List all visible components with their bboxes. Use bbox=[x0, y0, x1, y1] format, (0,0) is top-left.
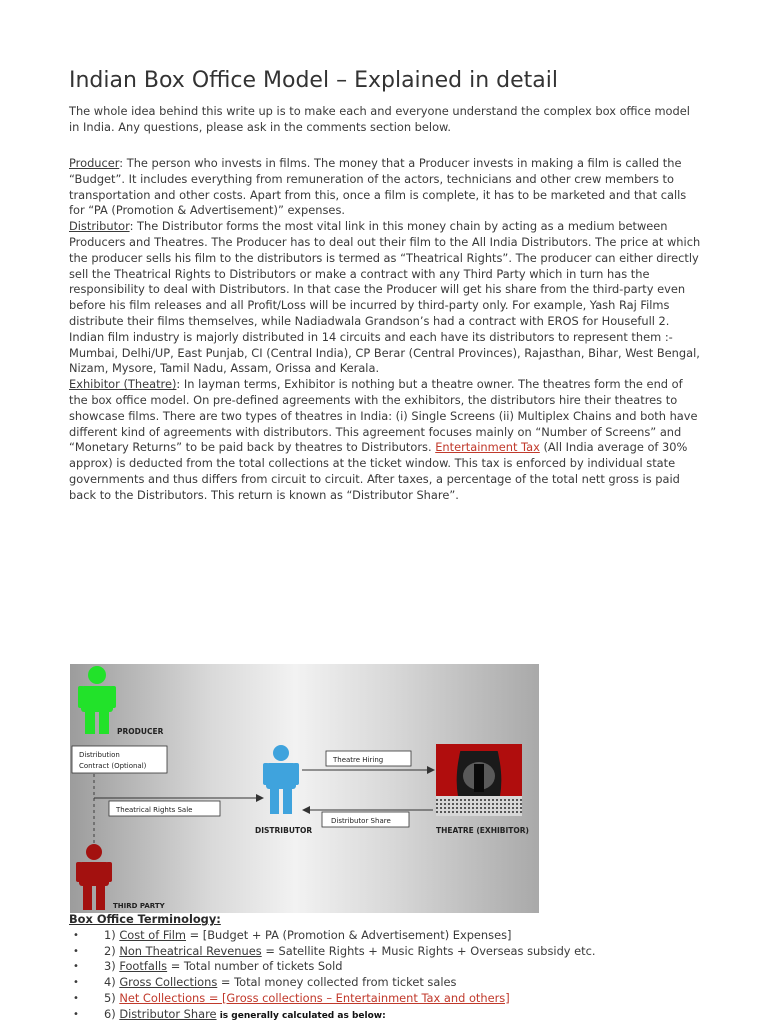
exhibitor-text-after: (All India average of 30% approx) is deducted from the total collections at the ticket window. This tax is enforced by individual state governments and thus differs from circuit to circuit. After taxes, a percentage of the total nett gross is paid back to the Distributors. This return is known as “Distributor Share”. bbox=[69, 440, 688, 502]
distributor-head bbox=[273, 745, 289, 761]
third-party-arm-right bbox=[106, 862, 112, 882]
distributor-leg-left bbox=[270, 787, 279, 814]
distributor-leg-right bbox=[283, 787, 292, 814]
bullet-icon: • bbox=[73, 945, 79, 957]
terminology-term: Non Theatrical Revenues bbox=[119, 943, 262, 958]
producer-text: : The person who invests in films. The money that a Producer invests in making a film is called the “Budget”. It includes everything from remuneration of the actors, technicians and other crew members to transportation and other costs. Apart from this, once a film is complete, it has to be marketed and that calls for “PA (Promotion & Advertisement)” expenses. bbox=[69, 156, 687, 218]
distributor-label: DISTRIBUTOR bbox=[255, 826, 313, 835]
theatre-hiring-arrowhead bbox=[427, 766, 435, 774]
distributor-share-label: Distributor Share bbox=[331, 817, 391, 825]
terminology-heading: Box Office Terminology: bbox=[69, 912, 221, 926]
producer-arm-left bbox=[78, 686, 84, 708]
contract-label-line2: Contract (Optional) bbox=[79, 762, 147, 770]
article-body bbox=[69, 156, 701, 504]
third-party-leg-right bbox=[96, 884, 105, 910]
producer-term: Producer bbox=[69, 156, 120, 170]
third-party-torso bbox=[79, 862, 109, 886]
bullet-icon: • bbox=[73, 977, 79, 989]
terminology-item bbox=[69, 928, 709, 944]
terminology-definition: = Satellite Rights + Music Rights + Overseas subsidy etc. bbox=[261, 943, 596, 958]
distributor-torso bbox=[266, 763, 296, 789]
producer-paragraph bbox=[69, 156, 701, 219]
diagram-canvas bbox=[70, 664, 539, 913]
terminology-item bbox=[69, 975, 709, 991]
theatre-seats-area bbox=[436, 796, 522, 816]
bullet-icon: • bbox=[73, 1008, 79, 1020]
terminology-term: Footfalls bbox=[119, 959, 168, 974]
distributor-paragraph bbox=[69, 219, 701, 377]
producer-figure-icon bbox=[78, 666, 116, 734]
terminology-definition: = Total number of tickets Sold bbox=[167, 959, 343, 974]
distributor-arm-right bbox=[293, 763, 299, 785]
bullet-icon: • bbox=[73, 992, 79, 1004]
box-office-diagram bbox=[70, 664, 539, 913]
theatre-performer bbox=[474, 764, 484, 792]
terminology-number: 4) bbox=[104, 975, 120, 990]
terminology-list bbox=[69, 928, 709, 1025]
contract-label-line1: Distribution bbox=[79, 751, 120, 759]
terminology-number: 2) bbox=[104, 943, 120, 958]
terminology-item bbox=[69, 1007, 709, 1025]
theatre-stage-icon bbox=[436, 744, 522, 816]
producer-leg-right bbox=[99, 710, 109, 734]
page-title: Indian Box Office Model – Explained in detail bbox=[69, 68, 558, 93]
third-party-label: THIRD PARTY bbox=[113, 902, 165, 910]
terminology-definition: = [Budget + PA (Promotion & Advertisement) Expenses] bbox=[186, 927, 512, 942]
producer-head bbox=[88, 666, 106, 684]
terminology-note: is generally calculated as below: bbox=[216, 1010, 386, 1021]
producer-torso bbox=[81, 686, 113, 712]
bullet-icon: • bbox=[73, 961, 79, 973]
terminology-section bbox=[69, 912, 709, 1025]
theatre-curtain-top bbox=[436, 744, 522, 751]
distributor-share-arrowhead bbox=[302, 806, 310, 814]
entertainment-tax-link[interactable]: Entertainment Tax bbox=[435, 440, 540, 455]
theatre-label: THEATRE (EXHIBITOR) bbox=[436, 826, 529, 835]
terminology-term: Gross Collections bbox=[119, 975, 218, 990]
distributor-figure-icon bbox=[263, 745, 299, 814]
terminology-number: 5) bbox=[104, 990, 120, 1005]
terminology-number: 6) bbox=[104, 1006, 120, 1021]
terminology-item bbox=[69, 959, 709, 975]
terminology-term: Cost of Film bbox=[119, 927, 187, 942]
producer-arm-right bbox=[110, 686, 116, 708]
producer-leg-left bbox=[85, 710, 95, 734]
exhibitor-text-before: : In layman terms, Exhibitor is nothing but a theatre owner. The theatres form the end of the box office model. On pre-defined agreements with the exhibitors, the distributors hire their theatres to showcase films. There are two types of theatres in India: (i) Single Screens (ii) Multiplex Chains and both have different kind of agreements with distributors. This agreement focuses mainly on “Number of Screens” and “Monetary Returns” to be paid back by theatres to Distributors. bbox=[69, 377, 698, 455]
distributor-term: Distributor bbox=[69, 219, 130, 234]
third-party-leg-left bbox=[83, 884, 92, 910]
terminology-item bbox=[69, 944, 709, 960]
bullet-icon: • bbox=[73, 929, 79, 941]
rights-sale-label: Theatrical Rights Sale bbox=[116, 806, 193, 814]
distributor-arm-left bbox=[263, 763, 269, 785]
distributor-text: : The Distributor forms the most vital link in this money chain by acting as a medium between Producers and Theatres. The Producer has to deal out their film to the All India Distributors. The price at which the producer sells his film to the distributors is termed as “Theatrical Rights”. The producer can either directly sell the Theatrical Rights to Distributors or make a contract with any Third Party which in turn has the responsibility to deal with Distributors. In that case the Producer will get his share from the third-party even before his film releases and all Profit/Loss will be incurred by third-party only. For example, Yash Raj Films distribute their films themselves, while Nadiadwala Grandson’s had a contract with EROS for Housefull 2. Indian film industry is majorly distributed in 14 circuits and each have its distributors to represent them :- Mumbai, Delhi/UP, East Punjab, CI (Central India), CP Berar (Central Provinces), Rajasthan, Bihar, West Bengal, Nizam, Mysore, Tamil Nadu, Assam, Orissa and Kerala. bbox=[69, 219, 701, 376]
terminology-item bbox=[69, 991, 709, 1007]
terminology-number: 3) bbox=[104, 959, 120, 974]
third-party-head bbox=[86, 844, 102, 860]
net-collections-link[interactable]: Net Collections = [Gross collections – Entertainment Tax and others] bbox=[119, 990, 510, 1005]
terminology-number: 1) bbox=[104, 927, 120, 942]
intro-paragraph: The whole idea behind this write up is to make each and everyone understand the complex box office model in India. Any questions, please ask in the comments section below. bbox=[69, 104, 690, 134]
exhibitor-term: Exhibitor (Theatre) bbox=[69, 377, 177, 392]
third-party-arm-left bbox=[76, 862, 82, 882]
terminology-definition: = Total money collected from ticket sales bbox=[217, 975, 457, 990]
rights-sale-arrowhead bbox=[256, 794, 264, 802]
terminology-term: Distributor Share bbox=[119, 1006, 217, 1021]
theatre-hiring-label: Theatre Hiring bbox=[333, 756, 384, 764]
exhibitor-paragraph bbox=[69, 377, 701, 503]
third-party-figure-icon bbox=[76, 844, 112, 910]
producer-label: PRODUCER bbox=[117, 727, 164, 736]
